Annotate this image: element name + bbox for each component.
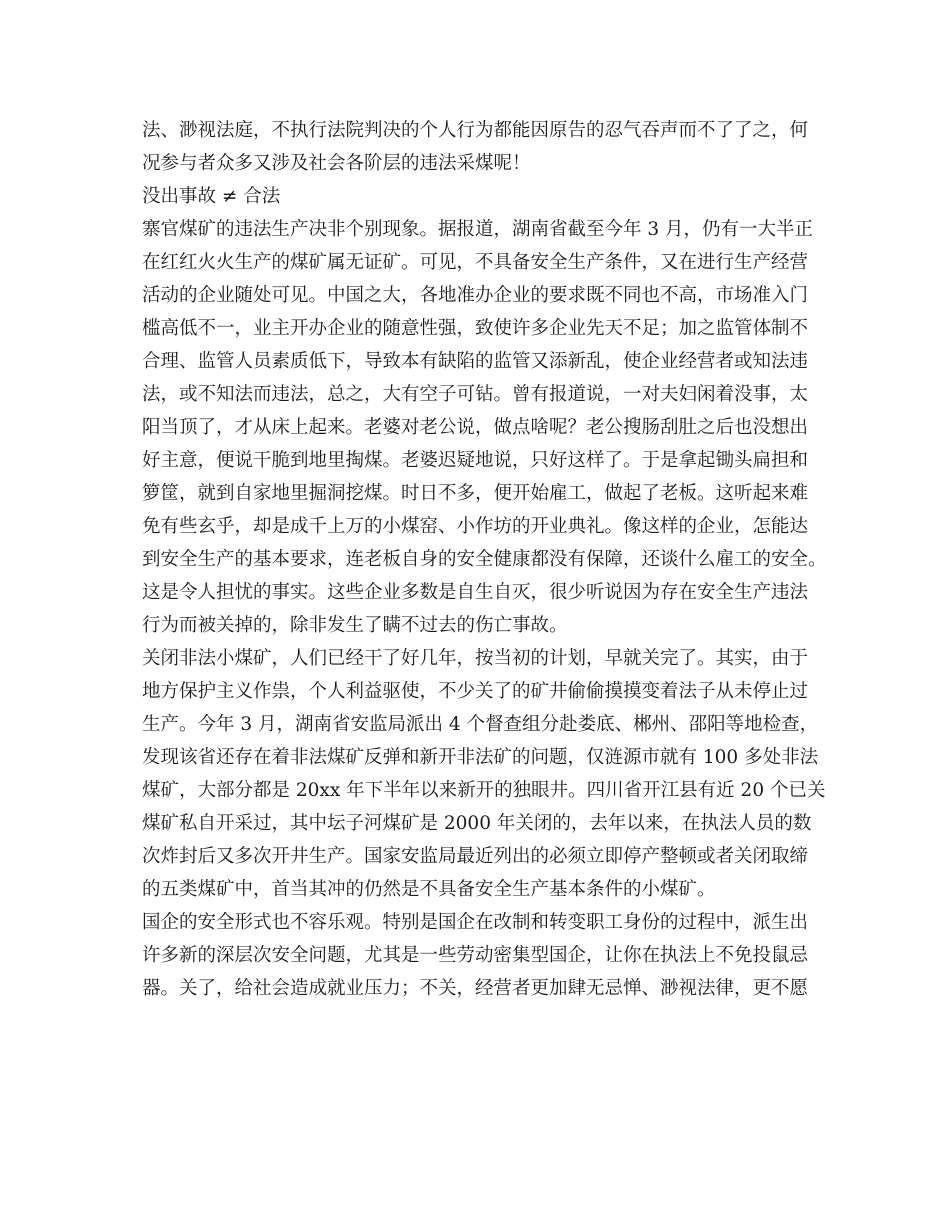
text-line: 法，或不知法而违法，总之，大有空子可钻。曾有报道说，一对夫妇闲着没事，太 — [142, 384, 809, 405]
text-line: 生产。今年 3 月，湖南省安监局派出 4 个督查组分赴娄底、郴州、邵阳等地检查， — [142, 714, 819, 735]
text-line: 关闭非法小煤矿，人们已经干了好几年，按当初的计划，早就关完了。其实，由于 — [142, 648, 809, 669]
text-line: 的五类煤矿中，首当其冲的仍然是不具备安全生产基本条件的小煤矿。 — [142, 879, 716, 900]
text-line: 法、渺视法庭，不执行法院判决的个人行为都能因原告的忍气吞声而不了了之，何 — [142, 120, 809, 141]
text-line: 器。关了，给社会造成就业压力；不关，经营者更加肆无忌惮、渺视法律，更不愿 — [142, 978, 809, 999]
text-line: 好主意，便说干脆到地里掏煤。老婆迟疑地说，只好这样了。于是拿起锄头扁担和 — [142, 450, 809, 471]
text-line: 煤矿，大部分都是 20xx 年下半年以来新开的独眼井。四川省开江县有近 20 个已关 — [142, 780, 826, 801]
document-body — [142, 114, 832, 1005]
text-line: 国企的安全形式也不容乐观。特别是国企在改制和转变职工身份的过程中，派生出 — [142, 912, 809, 933]
text-line: 活动的企业随处可见。中国之大，各地准办企业的要求既不同也不高，市场准入门 — [142, 285, 809, 306]
text-line: 到安全生产的基本要求，连老板自身的安全健康都没有保障，还谈什么雇工的安全。 — [142, 549, 827, 570]
text-line: 煤矿私自开采过，其中坛子河煤矿是 2000 年关闭的，去年以来，在执法人员的数 — [142, 813, 812, 834]
text-line: 阳当顶了，才从床上起来。老婆对老公说，做点啥呢？老公搜肠刮肚之后也没想出 — [142, 417, 809, 438]
text-line: 次炸封后又多次开井生产。国家安监局最近列出的必须立即停产整顿或者关闭取缔 — [142, 846, 809, 867]
text-line: 许多新的深层次安全问题，尤其是一些劳动密集型国企，让你在执法上不免投鼠忌 — [142, 945, 809, 966]
text-line: 这是令人担忧的事实。这些企业多数是自生自灭，很少听说因为存在安全生产违法 — [142, 582, 809, 603]
section-heading: 没出事故 ≠ 合法 — [142, 186, 281, 207]
text-line: 免有些玄乎，却是成千上万的小煤窑、小作坊的开业典礼。像这样的企业，怎能达 — [142, 516, 809, 537]
text-line: 合理、监管人员素质低下，导致本有缺陷的监管又添新乱，使企业经营者或知法违 — [142, 351, 809, 372]
text-line: 地方保护主义作祟，个人利益驱使，不少关了的矿井偷偷摸摸变着法子从未停止过 — [142, 681, 809, 702]
text-line: 寨官煤矿的违法生产决非个别现象。据报道，湖南省截至今年 3 月，仍有一大半正 — [142, 219, 814, 240]
text-line: 行为而被关掉的，除非发生了瞒不过去的伤亡事故。 — [142, 615, 568, 636]
text-line: 发现该省还存在着非法煤矿反弹和新开非法矿的问题，仅涟源市就有 100 多处非法 — [142, 747, 819, 768]
text-line: 箩筐，就到自家地里掘洞挖煤。时日不多，便开始雇工，做起了老板。这听起来难 — [142, 483, 809, 504]
text-line: 在红红火火生产的煤矿属无证矿。可见，不具备安全生产条件，又在进行生产经营 — [142, 252, 809, 273]
text-line: 槛高低不一，业主开办企业的随意性强，致使许多企业先天不足；加之监管体制不 — [142, 318, 809, 339]
text-line: 况参与者众多又涉及社会各阶层的违法采煤呢！ — [142, 153, 531, 174]
